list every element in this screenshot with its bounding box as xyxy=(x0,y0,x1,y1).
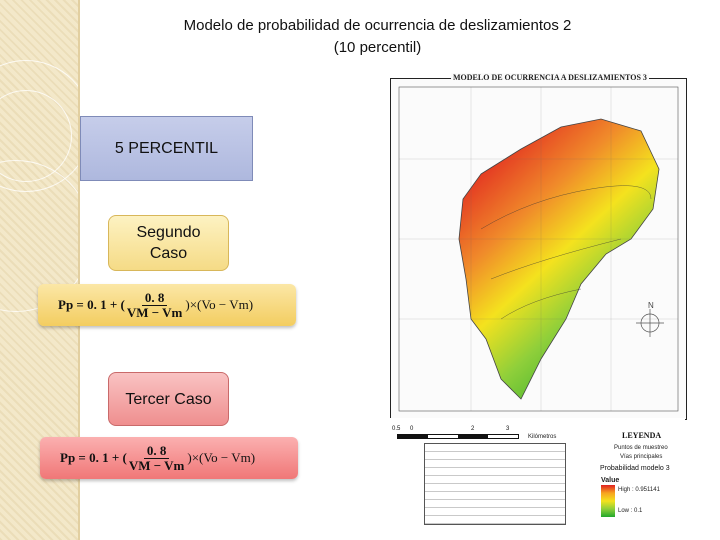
map-title: MODELO DE OCURRENCIA A DESLIZAMIENTOS 3 xyxy=(453,73,647,82)
formula-fraction xyxy=(127,291,183,320)
scale-label: 0.5 xyxy=(392,426,401,432)
formula-denominator: VM − Vm xyxy=(128,457,185,473)
scale-labels xyxy=(392,426,509,432)
percentil-label: 5 PERCENTIL xyxy=(114,140,219,157)
tercer-caso-box xyxy=(108,372,229,426)
legend-points: Puntos de muestreo xyxy=(614,445,668,451)
legend-low: Low : 0.1 xyxy=(618,508,643,514)
formula-fraction xyxy=(129,444,185,473)
probability-map xyxy=(390,73,687,420)
legend-roads: Vías principales xyxy=(620,454,663,460)
formula-tercer-caso xyxy=(40,437,298,479)
formula-lhs: Pp = 0. 1 + ( xyxy=(58,297,125,312)
formula-tail: )×(Vo − Vm) xyxy=(185,297,254,312)
formula-segundo-caso xyxy=(38,284,296,326)
legend-probability: Probabilidad modelo 3 xyxy=(600,465,670,472)
slide-title: Modelo de probabilidad de ocurrencia de deslizamientos 2 (10 percentil) xyxy=(183,17,572,56)
scale-bar xyxy=(397,434,519,439)
tercer-caso-label: Tercer Caso xyxy=(125,390,212,408)
legend-value: Value xyxy=(601,477,620,484)
segundo-caso-box xyxy=(108,215,229,271)
legend-high: High : 0.951141 xyxy=(618,487,660,493)
map-image xyxy=(391,79,686,419)
segundo-caso-label: Segundo Caso xyxy=(136,224,201,262)
formula-tail: )×(Vo − Vm) xyxy=(187,450,256,465)
formula-denominator: VM − Vm xyxy=(126,304,183,320)
scale-label: 0 xyxy=(410,426,414,432)
legend-gradient xyxy=(601,485,615,517)
scale-unit: Kilómetros xyxy=(528,434,557,440)
scale-label: 3 xyxy=(506,426,510,432)
formula-numerator: 0. 8 xyxy=(142,291,168,306)
scale-label: 2 xyxy=(471,426,475,432)
formula-numerator: 0. 8 xyxy=(144,444,170,459)
formula-lhs: Pp = 0. 1 + ( xyxy=(60,450,127,465)
legend-title: LEYENDA xyxy=(622,431,662,440)
landslide-area xyxy=(459,119,659,399)
north-arrow-label: N xyxy=(648,301,654,310)
map-info-table xyxy=(424,443,566,525)
percentil-box xyxy=(80,116,253,181)
